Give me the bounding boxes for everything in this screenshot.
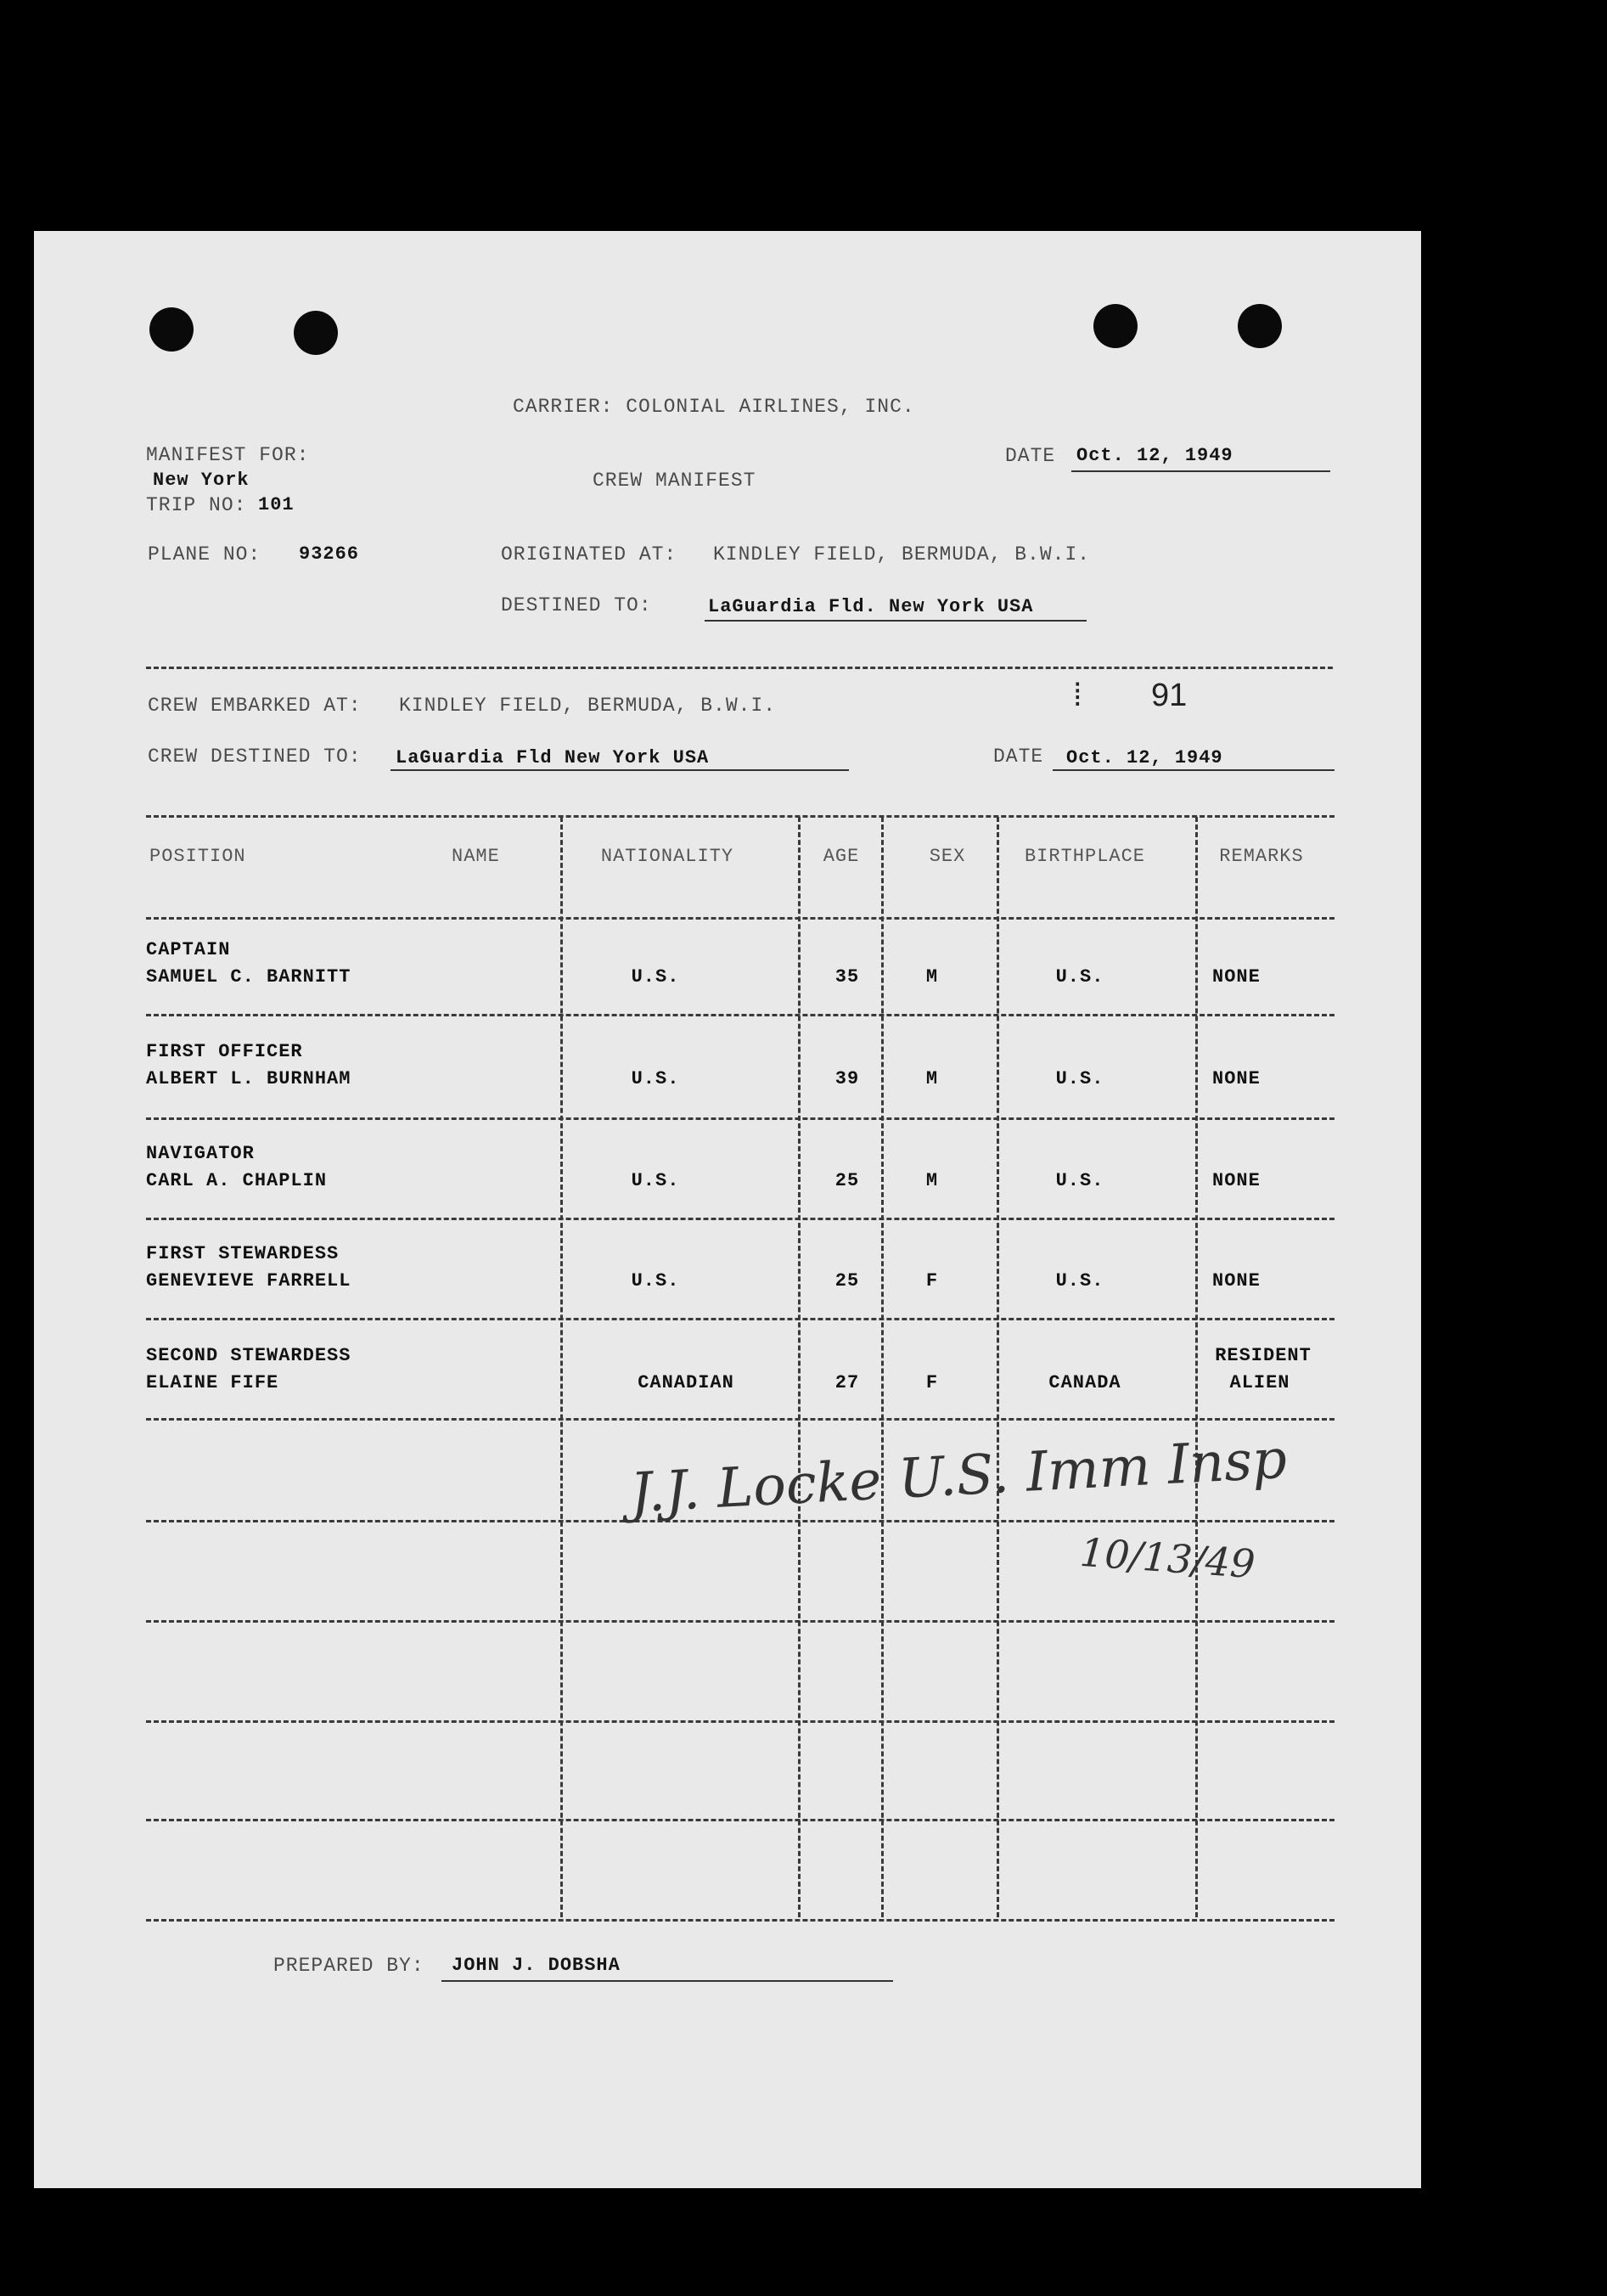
punch-hole-2 bbox=[294, 311, 338, 355]
row3-name: CARL A. CHAPLIN bbox=[146, 1170, 328, 1191]
row5-divider bbox=[146, 1418, 1334, 1421]
row5-sex: F bbox=[925, 1372, 939, 1393]
manifest-for-value: New York bbox=[153, 470, 250, 491]
signature-date: 10/13/49 bbox=[1078, 1528, 1257, 1588]
col-header-birthplace: BIRTHPLACE bbox=[1024, 846, 1146, 867]
row5-nationality: CANADIAN bbox=[638, 1372, 734, 1393]
row3-sex: M bbox=[925, 1170, 939, 1191]
destined-label: DESTINED TO: bbox=[501, 594, 652, 616]
header-divider bbox=[146, 667, 1333, 669]
row4-name: GENEVIEVE FARRELL bbox=[146, 1270, 351, 1292]
destined-value: LaGuardia Fld. New York USA bbox=[708, 596, 1034, 617]
col-header-age: AGE bbox=[823, 846, 860, 867]
crew-destined-underline bbox=[391, 769, 849, 771]
row4-divider bbox=[146, 1318, 1334, 1320]
col-divider-4 bbox=[997, 817, 999, 1917]
plane-no-label: PLANE NO: bbox=[148, 543, 261, 566]
crew-date-label: DATE bbox=[993, 746, 1044, 768]
col-divider-2 bbox=[798, 817, 801, 1917]
row5-birthplace: CANADA bbox=[1048, 1372, 1121, 1393]
row1-age: 35 bbox=[834, 966, 860, 988]
prepared-by-underline bbox=[441, 1980, 893, 1982]
punch-hole-3 bbox=[1093, 304, 1138, 348]
prepared-by-label: PREPARED BY: bbox=[273, 1955, 424, 1977]
col-header-remarks: REMARKS bbox=[1219, 846, 1304, 867]
row1-remarks: NONE bbox=[1212, 966, 1261, 988]
empty-row-divider-2 bbox=[146, 1620, 1334, 1623]
date-value: Oct. 12, 1949 bbox=[1076, 445, 1233, 466]
trip-no-label: TRIP NO: bbox=[146, 494, 247, 516]
row1-divider bbox=[146, 1014, 1334, 1016]
row5-name: ELAINE FIFE bbox=[146, 1372, 279, 1393]
row2-birthplace: U.S. bbox=[1055, 1068, 1104, 1089]
originated-label: ORIGINATED AT: bbox=[501, 543, 677, 566]
row2-sex: M bbox=[925, 1068, 939, 1089]
manifest-title: CREW MANIFEST bbox=[593, 470, 756, 492]
row4-position: FIRST STEWARDESS bbox=[146, 1243, 340, 1264]
row5-age: 27 bbox=[834, 1372, 860, 1393]
row2-age: 39 bbox=[834, 1068, 860, 1089]
date-underline bbox=[1071, 470, 1330, 472]
mark-number: 91 bbox=[1151, 678, 1188, 713]
trip-no-value: 101 bbox=[258, 494, 295, 515]
manifest-for-label: MANIFEST FOR: bbox=[146, 444, 310, 466]
row1-position: CAPTAIN bbox=[146, 939, 231, 960]
row3-age: 25 bbox=[834, 1170, 860, 1191]
crew-destined-label: CREW DESTINED TO: bbox=[148, 746, 362, 768]
row1-name: SAMUEL C. BARNITT bbox=[146, 966, 351, 988]
date-label: DATE bbox=[1005, 445, 1056, 467]
row3-position: NAVIGATOR bbox=[146, 1143, 255, 1164]
row4-age: 25 bbox=[834, 1270, 860, 1292]
table-header-line bbox=[146, 917, 1334, 920]
row3-birthplace: U.S. bbox=[1055, 1170, 1104, 1191]
destined-underline bbox=[705, 620, 1087, 622]
col-divider-5 bbox=[1195, 817, 1198, 1917]
row3-nationality: U.S. bbox=[631, 1170, 680, 1191]
col-divider-1 bbox=[560, 817, 563, 1917]
row2-divider bbox=[146, 1117, 1334, 1120]
punch-hole-1 bbox=[149, 307, 194, 352]
row4-birthplace: U.S. bbox=[1055, 1270, 1104, 1292]
row3-remarks: NONE bbox=[1212, 1170, 1261, 1191]
crew-date-underline bbox=[1053, 769, 1334, 771]
inspector-signature: J.J. Locke U.S. Imm Insp bbox=[628, 1427, 1289, 1526]
row1-sex: M bbox=[925, 966, 939, 988]
crew-embarked-value: KINDLEY FIELD, BERMUDA, B.W.I. bbox=[399, 695, 777, 717]
crew-destined-value: LaGuardia Fld New York USA bbox=[396, 747, 710, 768]
row1-nationality: U.S. bbox=[631, 966, 680, 988]
row4-sex: F bbox=[925, 1270, 939, 1292]
table-bottom-line bbox=[146, 1919, 1334, 1922]
row4-nationality: U.S. bbox=[631, 1270, 680, 1292]
manifest-page bbox=[34, 231, 1421, 2188]
row5-remarks: RESIDENT bbox=[1215, 1345, 1312, 1366]
col-header-sex: SEX bbox=[929, 846, 966, 867]
originated-value: KINDLEY FIELD, BERMUDA, B.W.I. bbox=[713, 543, 1091, 566]
col-header-position: POSITION bbox=[149, 846, 246, 867]
col-header-nationality: NATIONALITY bbox=[600, 846, 734, 867]
row5-remarks-line2: ALIEN bbox=[1229, 1372, 1290, 1393]
table-top-line bbox=[146, 815, 1334, 818]
row4-remarks: NONE bbox=[1212, 1270, 1261, 1292]
crew-date-value: Oct. 12, 1949 bbox=[1066, 747, 1223, 768]
row5-position: SECOND STEWARDESS bbox=[146, 1345, 351, 1366]
stamp-mark: ⁞ bbox=[1073, 678, 1082, 713]
col-divider-3 bbox=[881, 817, 884, 1917]
plane-no-value: 93266 bbox=[299, 543, 360, 565]
punch-hole-4 bbox=[1238, 304, 1282, 348]
empty-row-divider-1 bbox=[146, 1520, 1334, 1522]
row3-divider bbox=[146, 1218, 1334, 1220]
crew-embarked-label: CREW EMBARKED AT: bbox=[148, 695, 362, 717]
empty-row-divider-4 bbox=[146, 1819, 1334, 1821]
row1-birthplace: U.S. bbox=[1055, 966, 1104, 988]
row2-nationality: U.S. bbox=[631, 1068, 680, 1089]
col-header-name: NAME bbox=[452, 846, 500, 867]
row2-name: ALBERT L. BURNHAM bbox=[146, 1068, 351, 1089]
carrier-line: CARRIER: COLONIAL AIRLINES, INC. bbox=[513, 396, 915, 418]
empty-row-divider-3 bbox=[146, 1720, 1334, 1723]
row2-position: FIRST OFFICER bbox=[146, 1041, 303, 1062]
row2-remarks: NONE bbox=[1212, 1068, 1261, 1089]
prepared-by-value: JOHN J. DOBSHA bbox=[452, 1955, 621, 1976]
